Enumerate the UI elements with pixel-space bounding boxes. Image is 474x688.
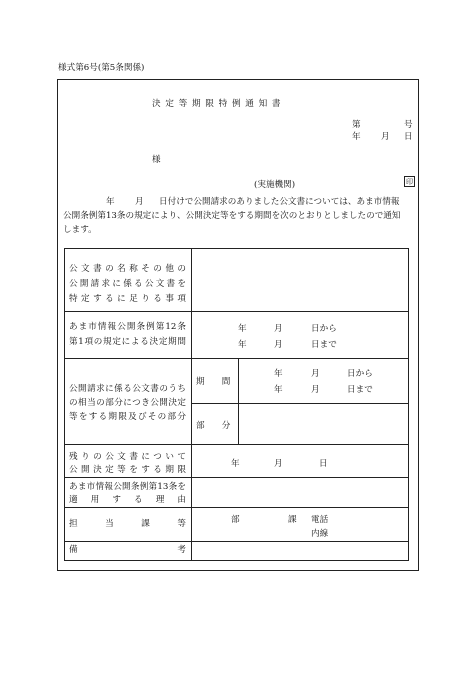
row3-period-label: 期 間 [196,377,231,387]
table-border-bottom [64,560,409,561]
table-row-divider [64,358,409,359]
row3-part-label: 部 分 [196,421,231,431]
intro-month: 月 [135,197,144,207]
row3-to-day: 日まで [347,385,373,395]
table-border-top [64,248,409,249]
agency-label: (実施機関) [254,180,296,190]
row2-label-line: あま市情報公開条例第12条 [69,322,186,332]
row3-from-day: 日から [347,369,373,379]
intro-year: 年 [106,197,115,207]
row4-day: 日 [319,459,328,469]
row3-from-year: 年 [274,369,283,379]
row3-to-month: 月 [311,385,320,395]
row6-ext: 内線 [311,529,329,539]
row5-label-line: あま市情報公開条例第13条を [69,482,186,492]
subcolumn-divider [238,358,239,444]
intro-line2: 公開条例第13条の規定により、公開決定等をする期間を次のとおりとしましたので通知 [63,211,401,221]
table-row-divider [64,311,409,312]
row1-label-line: 特定するに足りる事項 [69,294,186,304]
form-label: 様式第6号(第5条関係) [58,63,145,73]
date-year: 年 [352,132,361,142]
document-title: 決 定 等 期 限 特 例 通 知 書 [152,99,282,109]
row2-label-line: 第1項の規定による決定期間 [69,337,186,347]
number-dai: 第 [352,120,361,130]
number-go: 号 [404,120,413,130]
row2-to-year: 年 [238,340,247,350]
row3-label-line: 等をする期限及びその部分 [69,412,186,422]
row4-year: 年 [231,459,240,469]
table-border-left [64,248,65,561]
row6-label: 担 当 課 等 [69,519,186,529]
intro-line1: 日付けで公開請求のありました公文書については、あま市情報 [159,197,400,207]
row4-month: 月 [274,459,283,469]
row6-bu: 部 [231,515,240,525]
row1-label-line: 公文書の名称その他の [69,264,186,274]
row7-label: 備 考 [69,545,186,555]
table-border-right [408,248,409,561]
row2-to-day: 日まで [311,340,337,350]
row3-label-line: の相当の部分につき公開決定 [69,398,186,408]
row3-from-month: 月 [311,369,320,379]
intro-line3: します。 [63,225,97,235]
addressee-suffix: 様 [152,155,161,165]
row6-ka: 課 [288,515,297,525]
seal-mark: 印 [406,178,413,186]
row4-label-line: 残りの公文書について [69,452,186,462]
row2-from-year: 年 [238,324,247,334]
row5-label-line: 適 用 す る 理 由 [69,495,186,505]
table-column-divider [191,248,192,561]
table-row-divider [64,444,409,445]
row1-label-line: 公開請求に係る公文書を [69,279,186,289]
date-month: 月 [381,132,390,142]
subrow-divider [191,403,409,404]
row3-label-line: 公開請求に係る公文書のうち [69,384,186,394]
row2-from-day: 日から [311,324,337,334]
date-day: 日 [404,132,413,142]
table-row-divider [64,541,409,542]
row6-tel: 電話 [311,515,329,525]
row3-to-year: 年 [274,385,283,395]
row4-label-line: 公開決定等をする期限 [69,465,186,475]
row2-to-month: 月 [274,340,283,350]
row2-from-month: 月 [274,324,283,334]
